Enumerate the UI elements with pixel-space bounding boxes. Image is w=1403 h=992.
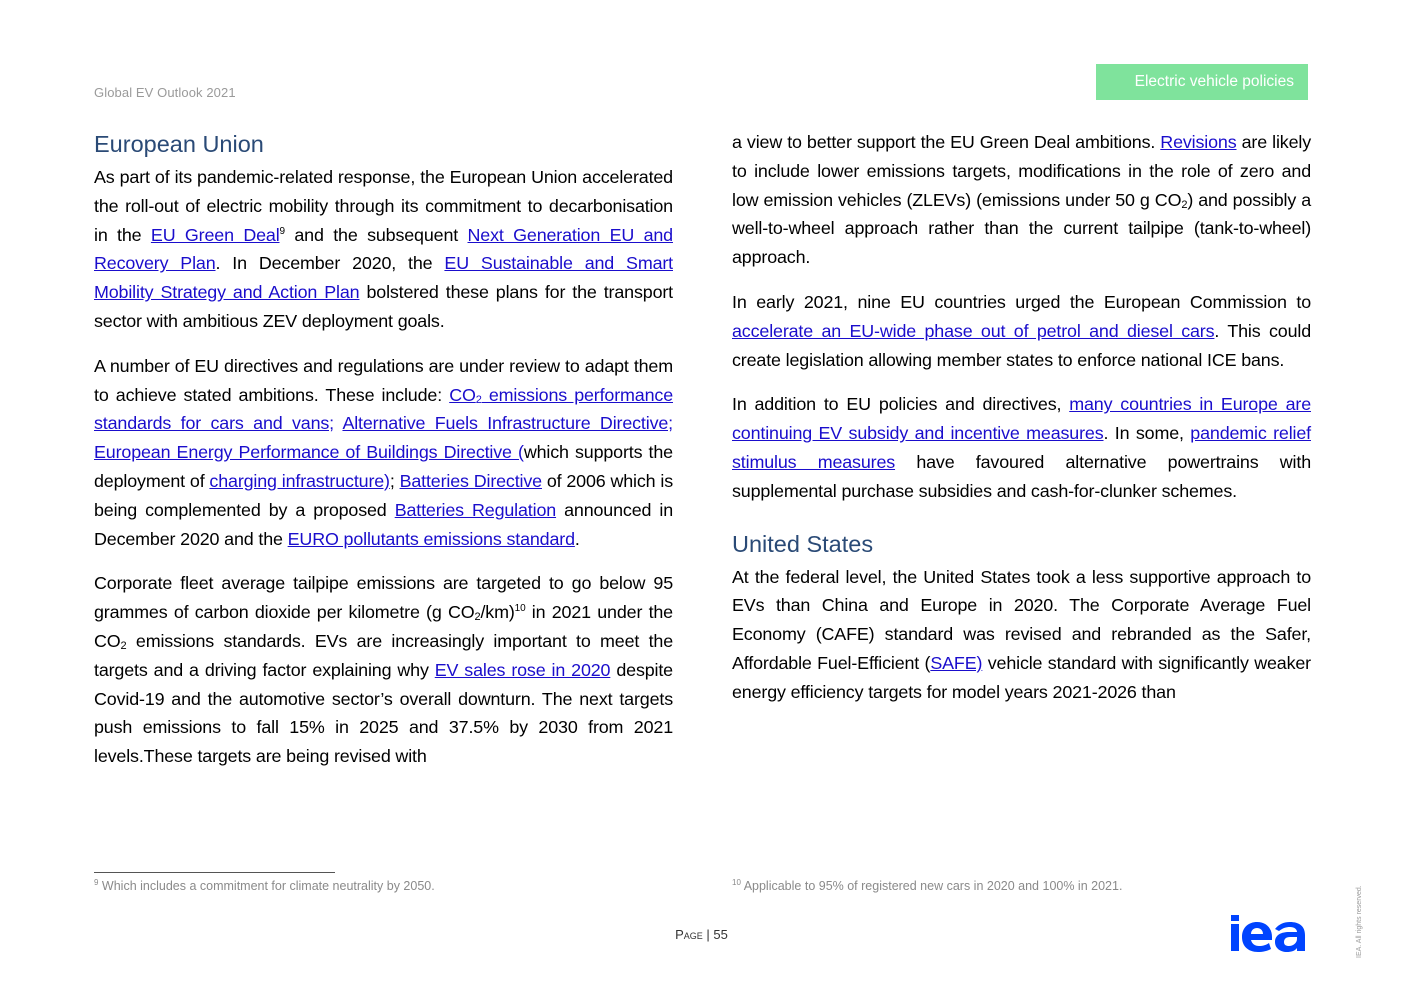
link-smart-mobility-strategy[interactable]: EU Sustainable and Smart Mobility Strategy and Action Plan xyxy=(94,253,673,303)
text: At the federal level, the United States took a less supportive approach to EVs than China and Europe in 2020. The Corporate Average Fuel Economy (CAFE) standard was revised and rebranded as the Safer, Affordable Fuel-Efficient ( xyxy=(732,566,1311,673)
subscript: 2 xyxy=(474,611,481,624)
text: announced in December 2020 and the xyxy=(94,499,673,549)
text: vehicle standard with significantly weaker energy efficiency targets for model years 2021-2026 than xyxy=(732,652,1311,702)
publication-title: Global EV Outlook 2021 xyxy=(94,85,236,100)
paragraph-revisions xyxy=(732,128,1311,272)
link-text: emissions performance standards for cars and vans; xyxy=(94,384,673,434)
footnote-text: Which includes a commitment for climate neutrality by 2050. xyxy=(98,879,435,893)
text: have favoured alternative powertrains with supplemental purchase subsidies and cash-for-clunker schemes. xyxy=(732,451,1311,501)
heading-european-union: European Union xyxy=(94,131,264,157)
text: bolstered these plans for the transport sector with ambitious ZEV deployment goals. xyxy=(94,282,673,331)
text: Corporate fleet average tailpipe emissions are targeted to go below 95 grammes of carbon dioxide per kilometre (g CO xyxy=(94,573,673,623)
text: . In some, xyxy=(1103,423,1191,444)
link-charging-infrastructure[interactable]: charging infrastructure) xyxy=(209,470,390,491)
footnote-10 xyxy=(732,879,1122,893)
link-energy-performance-buildings[interactable]: European Energy Performance of Buildings Directive ( xyxy=(94,442,524,463)
link-next-generation-eu[interactable]: Next Generation EU and Recovery Plan xyxy=(94,224,673,274)
footnote-divider xyxy=(94,872,335,873)
footnote-text: Applicable to 95% of registered new cars in 2020 and 100% in 2021. xyxy=(740,879,1123,893)
text: As part of its pandemic-related response, the European Union accelerated the roll-out of electric mobility through its commitment to decarbonisation in the xyxy=(94,167,673,245)
footnote-mark: 10 xyxy=(732,877,741,887)
link-safe[interactable]: SAFE) xyxy=(930,652,983,673)
iea-logo-icon xyxy=(1229,915,1309,953)
text: In addition to EU policies and directives, xyxy=(732,394,1070,415)
text: /km) xyxy=(480,602,515,623)
text: . xyxy=(574,528,580,549)
left-column xyxy=(94,128,673,771)
text: A number of EU directives and regulations are under review to adapt them to achieve stated ambitions. These include: xyxy=(94,355,673,405)
footnote-ref-9: 9 xyxy=(279,225,285,237)
link-alternative-fuels[interactable]: Alternative Fuels Infrastructure Directive; xyxy=(342,413,673,434)
link-euro-standard[interactable]: EURO pollutants emissions standard xyxy=(287,528,575,549)
page-label: Page xyxy=(675,927,703,942)
footnote-ref-10: 10 xyxy=(514,603,526,615)
text: ) and possibly a well-to-wheel approach rather than the current tailpipe (tank-to-wheel) approach. xyxy=(732,189,1311,268)
page-number xyxy=(0,927,1403,942)
link-eu-green-deal[interactable]: EU Green Deal xyxy=(150,224,280,245)
text: In early 2021, nine EU countries urged the European Commission to xyxy=(732,291,1311,312)
link-countries-subsidies[interactable]: many countries in Europe are continuing EV subsidy and incentive measures xyxy=(732,394,1311,444)
link-batteries-regulation[interactable]: Batteries Regulation xyxy=(394,499,557,520)
subscript: 2 xyxy=(1181,198,1188,211)
page-number-value: 55 xyxy=(713,927,728,942)
paragraph-us-federal xyxy=(732,563,1311,707)
paragraph-eu-intro xyxy=(94,163,673,336)
link-stimulus-measures[interactable]: pandemic relief stimulus measures xyxy=(732,423,1311,472)
subscript: 2 xyxy=(475,393,482,406)
text: a view to better support the EU Green Deal ambitions. xyxy=(732,132,1161,152)
text: of 2006 which is being complemented by a proposed xyxy=(94,470,673,520)
text: . This could create legislation allowing member states to enforce national ICE bans. xyxy=(732,320,1312,370)
right-column xyxy=(732,128,1311,707)
rights-notice: IEA. All rights reserved. xyxy=(1356,885,1363,958)
link-batteries-directive[interactable]: Batteries Directive xyxy=(399,470,542,491)
heading-united-states: United States xyxy=(732,530,874,557)
text: ; xyxy=(389,470,400,491)
paragraph-eu-directives xyxy=(94,352,673,554)
footnote-mark: 9 xyxy=(94,877,99,887)
link-revisions[interactable]: Revisions xyxy=(1160,132,1237,152)
link-text: CO xyxy=(449,384,476,405)
text: are likely to include lower emissions targets, modifications in the role of zero and low emission vehicles (ZLEVs) (emissions under 50 g CO xyxy=(732,132,1311,210)
page-separator: | xyxy=(702,927,714,942)
footnote-9 xyxy=(94,879,435,893)
link-phase-out[interactable]: accelerate an EU-wide phase out of petrol and diesel cars xyxy=(732,320,1215,341)
text: in 2021 under the CO xyxy=(94,602,673,651)
section-tag-label: Electric vehicle policies xyxy=(1134,73,1294,90)
paragraph-national-measures xyxy=(732,390,1311,505)
paragraph-phase-out xyxy=(732,288,1311,374)
text: and the subsequent xyxy=(284,224,468,245)
text: emissions standards. EVs are increasingly important to meet the targets and a driving factor explaining why xyxy=(94,630,673,680)
link-ev-sales-rose[interactable]: EV sales rose in 2020 xyxy=(434,659,611,680)
text: despite Covid-19 and the automotive sector’s overall downturn. The next targets push emissions to fall 15% in 2025 and 37.5% by 2030 from 2021 levels.These targets are being revised with xyxy=(94,659,673,767)
text: which supports the deployment of xyxy=(94,442,673,491)
subscript: 2 xyxy=(120,639,127,652)
paragraph-fleet-emissions xyxy=(94,569,673,771)
text: . In December 2020, the xyxy=(215,253,445,274)
section-tag xyxy=(1096,64,1308,100)
